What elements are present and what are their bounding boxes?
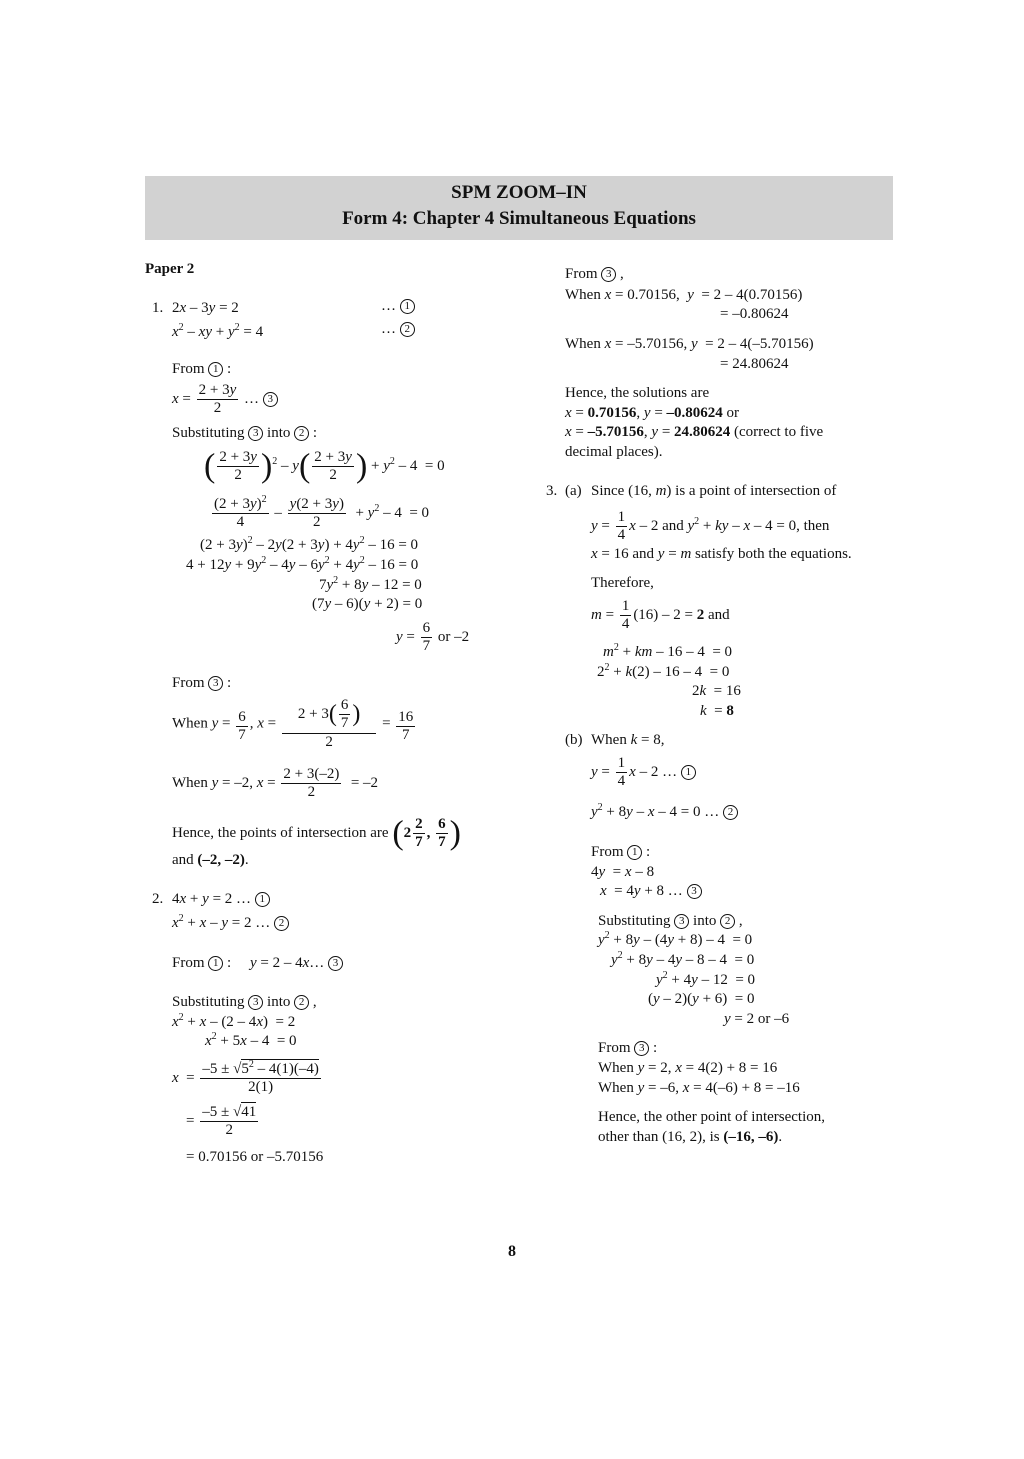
- q1-when2: When y = –2, x = $\frac{2 + 3(-2)}{2}$ = –2: [172, 766, 379, 801]
- q1-eq1-ref: … 1: [381, 299, 415, 314]
- q1-eq1: 2x – 3y = 2: [172, 300, 239, 316]
- q2-from3: From 3 ,: [565, 266, 624, 282]
- q1-eq2-ref: … 2: [381, 322, 415, 337]
- q1-eq2: $x^2$ – xy + $y^2 = 4$: [172, 322, 264, 340]
- q3-b8: $y^2 + 8y - (4y + 8) - 4 = 0$: [598, 930, 753, 948]
- q1-step7: y = $\frac{6}{7}$ or –2: [396, 620, 470, 655]
- q3-b15: When y = –6, x = 4(–6) + 8 = –16: [598, 1080, 800, 1096]
- q1-step1: ( $\frac{2 + 3y}{2}$ )$^2$ – y( $\frac{2 + 3y}{2}$ ) + $y^2 - 4 = 0$: [204, 447, 445, 485]
- q2-s1: $x^2 + x - (2 - 4x) = 2$: [172, 1012, 296, 1030]
- q1-hence: Hence, the points of intersection are (2 $\frac{2}{7}$ , $\frac{6}{7}$ ): [172, 814, 461, 852]
- q2-eq2: $x^2 + x - y = 2$ … 2: [172, 916, 289, 931]
- q3-b17: other than (16, 2), is (–16, –6).: [598, 1129, 783, 1145]
- header-title: SPM ZOOM–IN: [451, 182, 587, 203]
- q2-s3: x = $\frac{-5 \pm √5^2 - 4(1)(-4)}{2(1)}$: [172, 1059, 319, 1096]
- q2-solution2: x = –5.70156, y = 24.80624 (correct to five: [565, 424, 824, 440]
- q2-s4: = $\frac{-5 \pm √41}{2}$: [186, 1104, 257, 1139]
- q2-whenB-result: = 24.80624: [720, 356, 789, 372]
- q3-a1: Since (16, m) is a point of intersection of: [591, 483, 837, 499]
- q3-a5: m = $\frac{1}{4}$ (16) – 2 = 2 and: [591, 598, 730, 633]
- q3-b13: From 3 :: [598, 1040, 658, 1056]
- q3-b12: y = 2 or –6: [724, 1011, 790, 1027]
- header-subtitle: Form 4: Chapter 4 Simultaneous Equations: [342, 208, 696, 229]
- q3-number: 3.: [546, 483, 558, 499]
- q1-step5: $7y^2 + 8y - 12 = 0$: [319, 575, 422, 593]
- q3-b10: $y^2 + 4y - 12 = 0$: [656, 970, 756, 988]
- q1-step3: $(2 + 3y)^2 - 2y(2 + 3y) + 4y^2 - 16 = 0$: [200, 535, 419, 553]
- q2-whenA: When x = 0.70156, y = 2 – 4(0.70156): [565, 287, 803, 303]
- q1-substituting: Substituting 3 into 2 :: [172, 425, 318, 441]
- q2-solution1: x = 0.70156, y = –0.80624 or: [565, 405, 740, 421]
- q3-a9: k = 8: [700, 703, 734, 719]
- q2-whenA-result: = –0.80624: [720, 306, 789, 322]
- q1-and-point2: and (–2, –2).: [172, 852, 249, 868]
- q1-when1: When y = $\frac{6}{7}$ , x = 2 + 3( $\frac{6}{7}$ ) 2 = $\frac{16}{7}$: [172, 697, 414, 750]
- q1-x-expression: x = $\frac{2 + 3y}{2}$ … 3: [172, 382, 278, 418]
- q3-a7: $2^2 + k(2) - 16 - 4 = 0$: [597, 662, 730, 680]
- q3-a2: y = $\frac{1}{4}$ x – 2 and $y^2$ + ky – x – 4 = 0, then: [591, 509, 830, 544]
- q1-from1: From 1 :: [172, 361, 232, 377]
- q3-a8: 2k = 16: [692, 683, 741, 699]
- q1-step4: $4 + 12y + 9y^2 - 4y - 6y^2 + 4y^2 - 16 = 0$: [186, 555, 419, 573]
- q2-solution3: decimal places).: [565, 444, 663, 460]
- q3-b1: When k = 8,: [591, 732, 665, 748]
- page-number: 8: [508, 1243, 516, 1260]
- q3-a4: Therefore,: [591, 575, 654, 591]
- chapter-header: [145, 176, 893, 240]
- paper-label: Paper 2: [145, 261, 195, 277]
- q1-point1: (2 $\frac{2}{7}$ , $\frac{6}{7}$ ): [392, 814, 461, 852]
- q3-b16: Hence, the other point of intersection,: [598, 1109, 826, 1125]
- q3-b9: $y^2 + 8y - 4y - 8 - 4 = 0$: [611, 950, 755, 968]
- q3-b3: $y^2 + 8y - x - 4 = 0$ … 2: [591, 805, 738, 820]
- q2-number: 2.: [152, 891, 164, 907]
- q3-b-label: (b): [565, 732, 583, 748]
- q2-from1: From 1 : y = 2 – 4x… 3: [172, 956, 343, 971]
- q1-step6: (7y – 6)(y + 2) = 0: [312, 596, 423, 612]
- q1-step2: $\frac{(2 + 3y)^2}{4}$ – $\frac{y(2 + 3y)}{2}$ + $y^2 - 4 = 0$: [214, 494, 430, 531]
- q2-whenB: When x = –5.70156, y = 2 – 4(–5.70156): [565, 336, 814, 352]
- q3-b6: x = 4y + 8 … 3: [600, 884, 702, 899]
- q2-hence: Hence, the solutions are: [565, 385, 710, 401]
- q3-b7: Substituting 3 into 2 ,: [598, 913, 743, 929]
- q3-b14: When y = 2, x = 4(2) + 8 = 16: [598, 1060, 778, 1076]
- q2-s2: $x^2 + 5x - 4 = 0$: [205, 1031, 297, 1049]
- q3-a6: $m^2$ + km – 16 – 4 = 0: [603, 642, 733, 660]
- q1-from3: From 3 :: [172, 675, 232, 691]
- q3-b4: From 1 :: [591, 844, 651, 860]
- q3-b11: (y – 2)(y + 6) = 0: [648, 991, 755, 1007]
- q2-substituting: Substituting 3 into 2 ,: [172, 994, 317, 1010]
- q1-number: 1.: [152, 300, 164, 316]
- q2-eq1: 4x + y = 2 … 1: [172, 892, 270, 907]
- q2-s5: = 0.70156 or –5.70156: [186, 1149, 324, 1165]
- q3-b5: 4y = x – 8: [591, 864, 655, 880]
- q3-a3: x = 16 and y = m satisfy both the equations.: [591, 546, 852, 562]
- q3-b2: y = $\frac{1}{4}$ x – 2 … 1: [591, 755, 696, 791]
- q3-a-label: (a): [565, 483, 582, 499]
